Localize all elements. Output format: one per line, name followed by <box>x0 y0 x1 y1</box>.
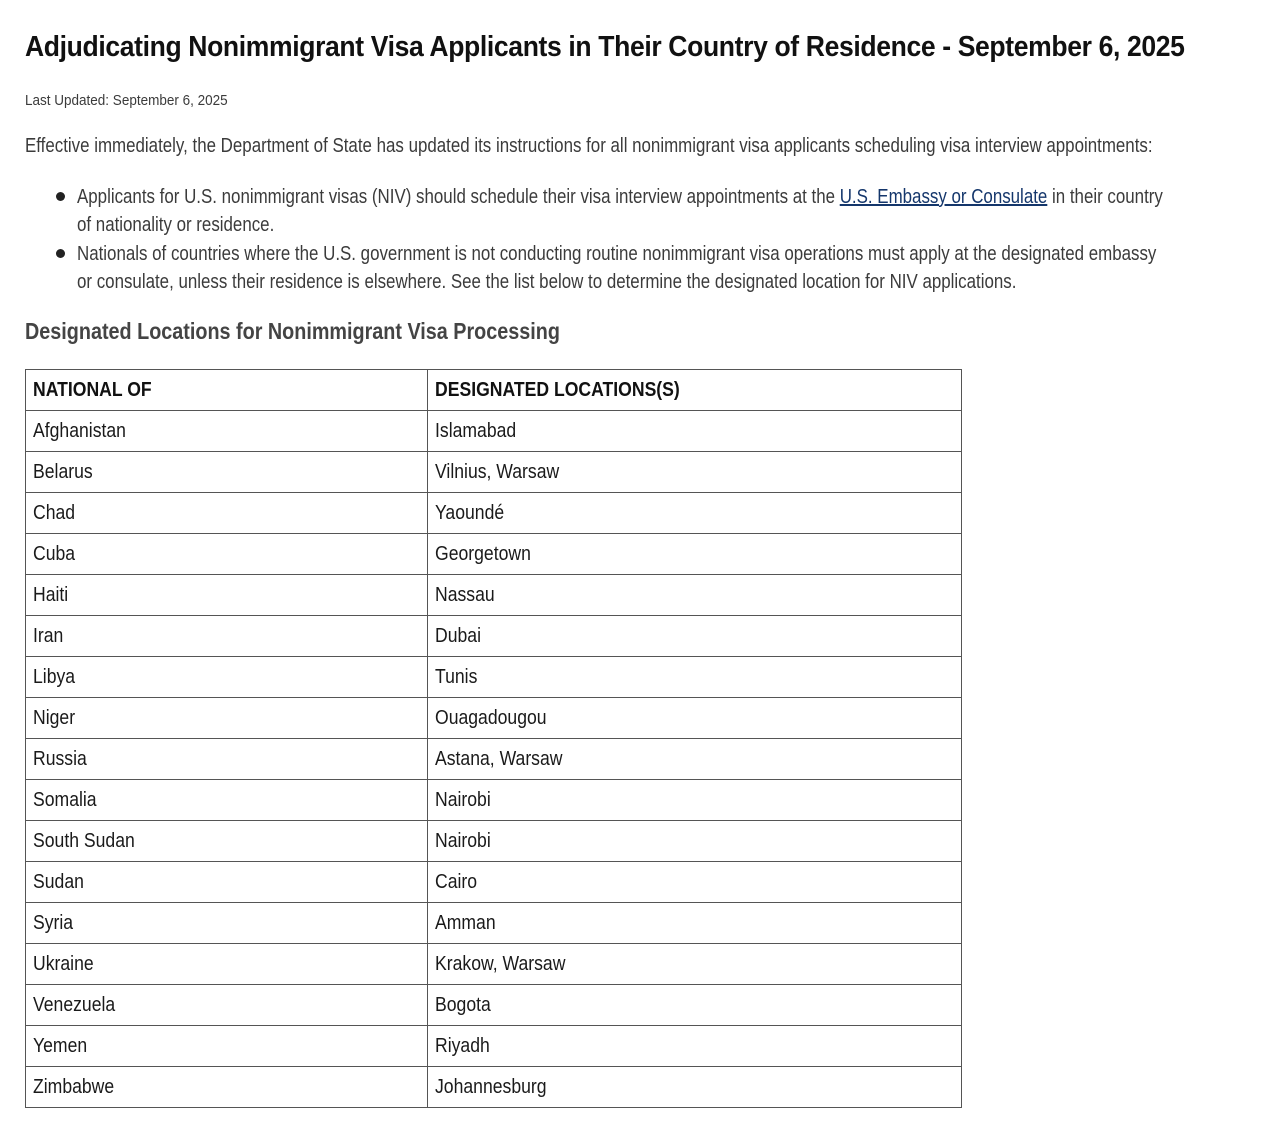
country-cell: Somalia <box>26 780 428 821</box>
list-item-line: Nationals of countries where the U.S. government is not conducting routine nonimmigrant visa operations must apply at the designated embassy <box>77 243 1157 265</box>
table-row <box>26 821 962 862</box>
country-cell: Ukraine <box>26 944 428 985</box>
list-item-line: of nationality or residence. <box>77 214 275 236</box>
location-cell: Vilnius, Warsaw <box>428 452 962 493</box>
location-cell: Tunis <box>428 657 962 698</box>
location-cell: Nairobi <box>428 821 962 862</box>
table-row <box>26 534 962 575</box>
location-cell: Dubai <box>428 616 962 657</box>
location-cell: Johannesburg <box>428 1067 962 1108</box>
table-row <box>26 575 962 616</box>
list-item <box>25 240 1275 296</box>
location-cell: Nassau <box>428 575 962 616</box>
table-row <box>26 616 962 657</box>
page-title: Adjudicating Nonimmigrant Visa Applicants in Their Country of Residence - September 6, 2025 <box>25 31 1185 63</box>
location-cell: Georgetown <box>428 534 962 575</box>
bullet-icon <box>56 192 65 201</box>
table-row <box>26 862 962 903</box>
location-cell: Riyadh <box>428 1026 962 1067</box>
country-cell: Zimbabwe <box>26 1067 428 1108</box>
table-row <box>26 944 962 985</box>
table-row <box>26 657 962 698</box>
country-cell: Cuba <box>26 534 428 575</box>
country-cell: Libya <box>26 657 428 698</box>
location-cell: Ouagadougou <box>428 698 962 739</box>
list-item <box>25 183 1275 239</box>
country-cell: Haiti <box>26 575 428 616</box>
table-row <box>26 452 962 493</box>
table-row <box>26 698 962 739</box>
table-row <box>26 1067 962 1108</box>
table-row <box>26 985 962 1026</box>
country-cell: Syria <box>26 903 428 944</box>
location-cell: Nairobi <box>428 780 962 821</box>
list-item-line: Applicants for U.S. nonimmigrant visas (NIV) should schedule their visa interview appointments at the U.S. Embassy or Consulate in their country <box>77 186 1163 208</box>
table-row <box>26 903 962 944</box>
designated-locations-table <box>25 369 962 1108</box>
table-row <box>26 1026 962 1067</box>
column-header-designated-locations: DESIGNATED LOCATIONS(S) <box>428 370 962 411</box>
table-row <box>26 739 962 780</box>
location-cell: Astana, Warsaw <box>428 739 962 780</box>
country-cell: Belarus <box>26 452 428 493</box>
country-cell: Niger <box>26 698 428 739</box>
column-header-national-of: NATIONAL OF <box>26 370 428 411</box>
country-cell: Iran <box>26 616 428 657</box>
location-cell: Yaoundé <box>428 493 962 534</box>
bullet-icon <box>56 249 65 258</box>
country-cell: Afghanistan <box>26 411 428 452</box>
country-cell: Chad <box>26 493 428 534</box>
table-row <box>26 780 962 821</box>
location-cell: Islamabad <box>428 411 962 452</box>
location-cell: Cairo <box>428 862 962 903</box>
table-row <box>26 411 962 452</box>
country-cell: Sudan <box>26 862 428 903</box>
table-header-row <box>26 370 962 411</box>
intro-paragraph: Effective immediately, the Department of State has updated its instructions for all nonimmigrant visa applicants scheduling visa interview appointments: <box>25 135 1153 157</box>
table-row <box>26 493 962 534</box>
embassy-consulate-link[interactable]: U.S. Embassy or Consulate <box>839 186 1048 208</box>
list-item-line: or consulate, unless their residence is elsewhere. See the list below to determine the designated location for NIV applications. <box>77 271 1017 293</box>
last-updated: Last Updated: September 6, 2025 <box>25 92 228 109</box>
location-cell: Bogota <box>428 985 962 1026</box>
country-cell: Russia <box>26 739 428 780</box>
section-title: Designated Locations for Nonimmigrant Visa Processing <box>25 318 560 344</box>
instructions-list <box>25 183 1275 297</box>
country-cell: Yemen <box>26 1026 428 1067</box>
country-cell: Venezuela <box>26 985 428 1026</box>
location-cell: Amman <box>428 903 962 944</box>
country-cell: South Sudan <box>26 821 428 862</box>
location-cell: Krakow, Warsaw <box>428 944 962 985</box>
